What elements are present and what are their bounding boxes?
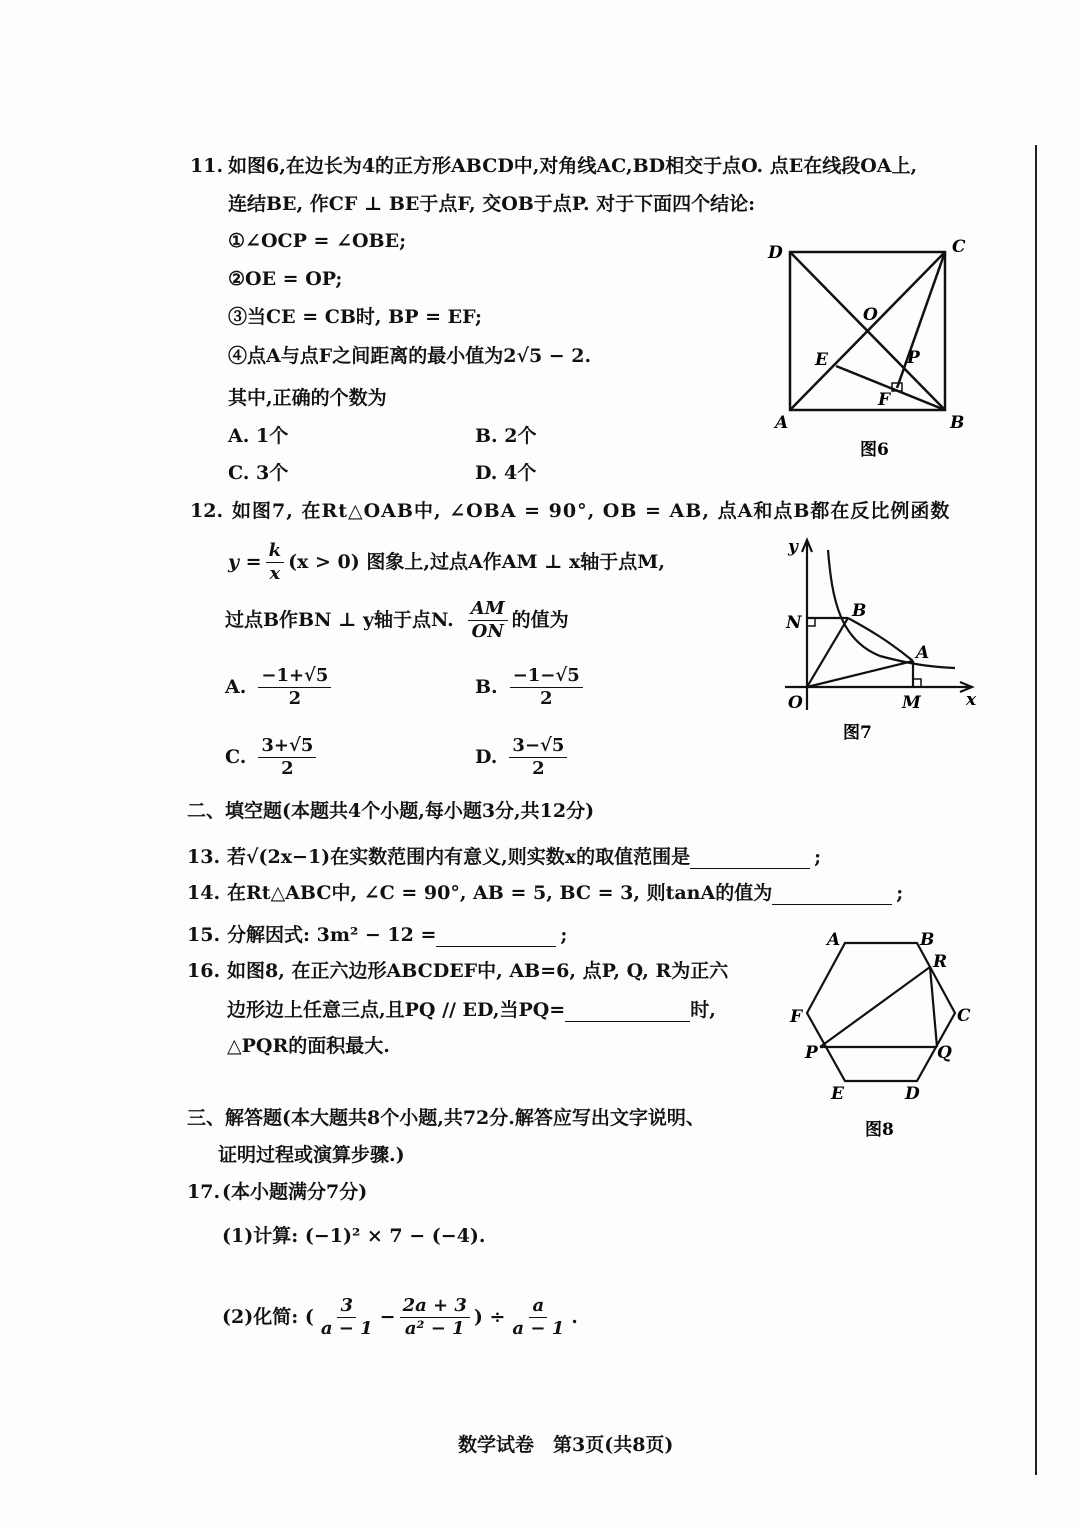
option-value bbox=[258, 665, 331, 709]
section-3-heading-line1: 三、解答题(本大题共8个小题,共72分.解答应写出文字说明、 bbox=[187, 1107, 705, 1129]
frac-den: a − 1 bbox=[320, 1317, 373, 1339]
q17-divide: ) ÷ bbox=[473, 1305, 506, 1328]
q16-answer-blank[interactable] bbox=[565, 1001, 690, 1022]
q16-line1: 如图8, 在正六边形ABCDEF中, AB=6, 点P, Q, R为正六 bbox=[227, 960, 729, 982]
fig6-label-o: O bbox=[863, 305, 878, 325]
fig8-label-b: B bbox=[920, 930, 935, 950]
option-label: C. bbox=[225, 745, 247, 768]
q16-line2-end: 时, bbox=[690, 999, 716, 1021]
q16-line2-text: 边形边上任意三点,且PQ // ED,当PQ= bbox=[227, 999, 566, 1021]
option-value bbox=[510, 665, 583, 709]
q17-part1: (1)计算: (−1)² × 7 − (−4). bbox=[222, 1225, 486, 1247]
fig6-caption: 图6 bbox=[860, 440, 889, 460]
fig8-label-f: F bbox=[790, 1007, 803, 1027]
q14-answer-blank[interactable] bbox=[772, 884, 892, 905]
page-footer: 数学试卷 第3页(共8页) bbox=[458, 1434, 674, 1456]
fig7-caption: 图7 bbox=[843, 723, 872, 743]
q12-y-prefix: y = bbox=[228, 550, 262, 573]
figure-6 bbox=[760, 230, 980, 470]
q16-line2 bbox=[227, 999, 716, 1022]
q14-text: 在Rt△ABC中, ∠C = 90°, AB = 5, BC = 3, 则tanA的值为 bbox=[227, 882, 773, 904]
q12-option-b bbox=[475, 665, 587, 709]
fig6-label-e: E bbox=[815, 350, 828, 370]
fig6-label-c: C bbox=[952, 237, 966, 257]
q17-minus: − bbox=[379, 1305, 396, 1328]
q15-end: ; bbox=[560, 924, 568, 946]
q15-text: 分解因式: 3m² − 12 = bbox=[227, 924, 437, 946]
fig7-label-a: A bbox=[916, 643, 930, 663]
figure-8 bbox=[785, 925, 985, 1145]
q14-number: 14. bbox=[187, 882, 221, 904]
fig7-label-n: N bbox=[786, 613, 802, 633]
frac-den: ON bbox=[471, 620, 504, 642]
q11-ask: 其中,正确的个数为 bbox=[228, 387, 387, 409]
option-value bbox=[258, 735, 316, 779]
q17-fraction-1 bbox=[318, 1295, 376, 1339]
q12-line1: 如图7, 在Rt△OAB中, ∠OBA = 90°, OB = AB, 点A和点B都在反比例函数 bbox=[232, 500, 951, 522]
q11-line2: 连结BE, 作CF ⊥ BE于点F, 交OB于点P. 对于下面四个结论: bbox=[228, 193, 756, 215]
q12-line2-rest: (x > 0) 图象上,过点A作AM ⊥ x轴于点M, bbox=[288, 550, 665, 573]
fig8-label-a: A bbox=[827, 930, 841, 950]
section-3-heading-line2: 证明过程或演算步骤.) bbox=[218, 1144, 405, 1166]
fig6-label-b: B bbox=[950, 413, 965, 433]
fig8-label-c: C bbox=[957, 1006, 971, 1026]
q12-option-d bbox=[475, 735, 571, 779]
q13-text: 若√(2x−1)在实数范围内有意义,则实数x的取值范围是 bbox=[227, 846, 691, 868]
q11-option-a: A. 1个 bbox=[228, 425, 289, 447]
frac-num: 3 bbox=[337, 1295, 356, 1318]
q11-conclusion-2: ②OE = OP; bbox=[228, 268, 343, 290]
frac-den: x bbox=[269, 562, 281, 584]
margin-rule bbox=[1035, 145, 1037, 1475]
q12-option-a bbox=[225, 665, 335, 709]
fig7-label-o: O bbox=[788, 693, 803, 713]
q17-fraction-3 bbox=[509, 1295, 567, 1339]
frac-num: 3−√5 bbox=[509, 735, 567, 758]
fig8-caption: 图8 bbox=[865, 1120, 894, 1140]
q17-end: . bbox=[571, 1305, 578, 1328]
q13-number: 13. bbox=[187, 846, 221, 868]
q11-conclusion-1: ①∠OCP = ∠OBE; bbox=[228, 230, 407, 252]
frac-den: a − 1 bbox=[512, 1317, 565, 1339]
q16-line3: △PQR的面积最大. bbox=[227, 1035, 390, 1057]
q14-line bbox=[227, 882, 903, 905]
fig6-label-f: F bbox=[878, 390, 891, 410]
frac-den: 2 bbox=[288, 687, 302, 709]
q11-conclusion-4: ④点A与点F之间距离的最小值为2√5 − 2. bbox=[228, 345, 592, 367]
q17-part2 bbox=[222, 1295, 578, 1339]
q17-title: (本小题满分7分) bbox=[222, 1181, 368, 1203]
q12-option-c bbox=[225, 735, 320, 779]
q11-option-c: C. 3个 bbox=[228, 462, 289, 484]
frac-num: a bbox=[529, 1295, 547, 1318]
q11-conclusion-3: ③当CE = CB时, BP = EF; bbox=[228, 306, 482, 328]
frac-num: −1+√5 bbox=[258, 665, 331, 688]
frac-den: 2 bbox=[532, 757, 545, 779]
option-label: B. bbox=[475, 675, 498, 698]
option-label: D. bbox=[475, 745, 498, 768]
fig8-label-e: E bbox=[831, 1084, 844, 1104]
q12-k-over-x bbox=[266, 540, 284, 584]
frac-num: AM bbox=[468, 598, 508, 621]
fig7-label-m: M bbox=[902, 693, 921, 713]
frac-num: 3+√5 bbox=[258, 735, 316, 758]
q11-number: 11. bbox=[190, 155, 224, 177]
q12-ratio bbox=[468, 598, 508, 642]
q14-end: ; bbox=[896, 882, 904, 904]
fig6-label-d: D bbox=[768, 243, 783, 263]
q13-answer-blank[interactable] bbox=[690, 848, 810, 869]
option-value bbox=[509, 735, 567, 779]
q15-number: 15. bbox=[187, 924, 221, 946]
figure-7 bbox=[770, 530, 990, 750]
frac-num: 2a + 3 bbox=[400, 1295, 470, 1318]
frac-den: 2 bbox=[539, 687, 553, 709]
frac-num: −1−√5 bbox=[510, 665, 583, 688]
q12-line3-rest: 的值为 bbox=[511, 608, 569, 631]
q12-line3 bbox=[225, 598, 569, 642]
q12-line2 bbox=[228, 540, 665, 584]
frac-num: k bbox=[266, 540, 284, 563]
q13-end: ; bbox=[814, 846, 822, 868]
fig7-label-x: x bbox=[966, 690, 977, 710]
frac-den: 2 bbox=[281, 757, 294, 779]
q12-number: 12. bbox=[190, 500, 224, 522]
q15-answer-blank[interactable] bbox=[436, 926, 556, 947]
fig8-label-q: Q bbox=[937, 1043, 952, 1063]
q17-number: 17. bbox=[187, 1181, 221, 1203]
option-label: A. bbox=[225, 675, 247, 698]
q15-line bbox=[227, 924, 567, 947]
q11-line1: 如图6,在边长为4的正方形ABCD中,对角线AC,BD相交于点O. 点E在线段OA上, bbox=[228, 155, 918, 177]
fig8-label-r: R bbox=[933, 952, 948, 972]
q13-line bbox=[227, 846, 821, 869]
q11-option-d: D. 4个 bbox=[475, 462, 537, 484]
q17-part2-prefix: (2)化简: ( bbox=[222, 1305, 314, 1328]
fig7-label-y: y bbox=[788, 537, 798, 557]
fig6-label-p: P bbox=[907, 348, 920, 368]
fig7-label-b: B bbox=[852, 601, 867, 621]
q12-line3-text: 过点B作BN ⊥ y轴于点N. bbox=[225, 608, 454, 631]
q17-fraction-2 bbox=[400, 1295, 470, 1339]
section-2-heading: 二、填空题(本题共4个小题,每小题3分,共12分) bbox=[187, 800, 595, 822]
q11-option-b: B. 2个 bbox=[475, 425, 537, 447]
fig6-label-a: A bbox=[775, 413, 789, 433]
fig8-label-p: P bbox=[805, 1043, 818, 1063]
frac-den: a² − 1 bbox=[404, 1317, 465, 1339]
fig8-label-d: D bbox=[905, 1084, 920, 1104]
q16-number: 16. bbox=[187, 960, 221, 982]
